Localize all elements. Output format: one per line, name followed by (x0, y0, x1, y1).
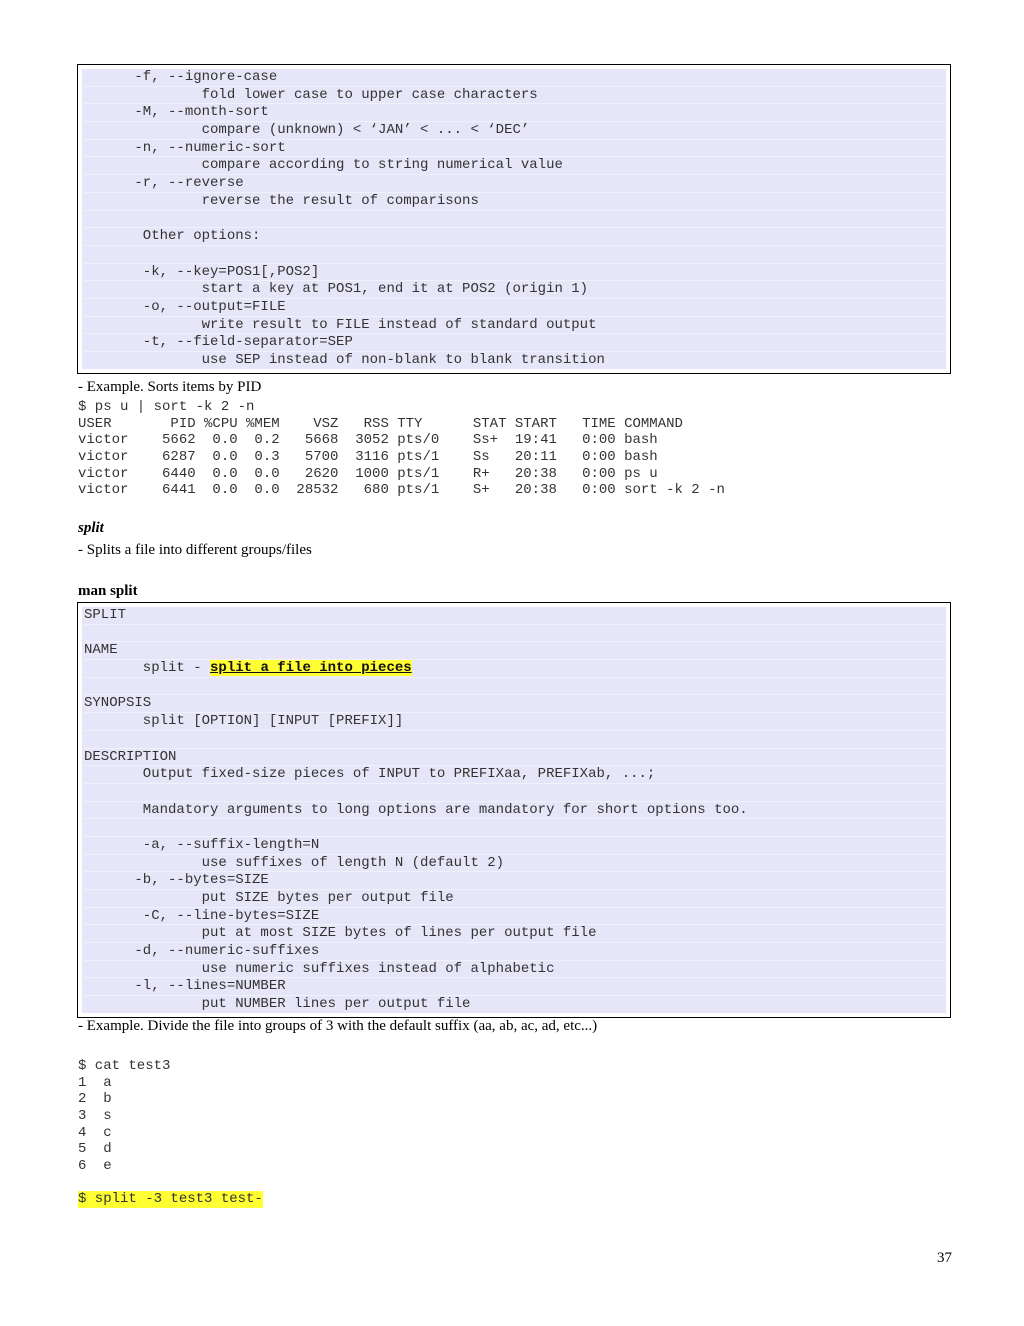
table-row: victor 6287 0.0 0.3 5700 3116 pts/1 Ss 20:11 0:00 bash (78, 449, 658, 466)
man-name-line (84, 660, 946, 678)
file-line: 3 s (78, 1108, 112, 1125)
sort-man-box (77, 64, 951, 374)
man-heading: man split (78, 583, 138, 599)
man-line (84, 731, 946, 749)
man-line: -o, --output=FILE (84, 299, 946, 317)
man-line: -k, --key=POS1[,POS2] (84, 264, 946, 282)
man-line (84, 625, 946, 643)
man-line: reverse the result of comparisons (84, 193, 946, 211)
man-line: -t, --field-separator=SEP (84, 334, 946, 352)
terminal-output (78, 399, 725, 499)
man-line: -a, --suffix-length=N (84, 837, 946, 855)
man-line: split [OPTION] [INPUT [PREFIX]] (84, 713, 946, 731)
command-line: $ ps u | sort -k 2 -n (78, 399, 255, 415)
example-caption: - Example. Divide the file into groups of 3 with the default suffix (aa, ab, ac, ad, etc...) (78, 1018, 598, 1034)
section-description: - Splits a file into different groups/files (78, 542, 312, 558)
man-line: compare according to string numerical value (84, 157, 946, 175)
split-man-content (82, 607, 946, 1013)
man-line: put SIZE bytes per output file (84, 890, 946, 908)
man-line: put NUMBER lines per output file (84, 996, 471, 1013)
man-line: use numeric suffixes instead of alphabetic (84, 961, 946, 979)
table-row: victor 5662 0.0 0.2 5668 3052 pts/0 Ss+ 19:41 0:00 bash (78, 432, 658, 449)
man-line (84, 246, 946, 264)
man-line: write result to FILE instead of standard output (84, 317, 946, 335)
highlighted-command-wrap (78, 1191, 263, 1208)
command-line: $ cat test3 (78, 1058, 171, 1074)
man-line: -b, --bytes=SIZE (84, 872, 946, 890)
man-line: -f, --ignore-case (84, 69, 946, 87)
example-caption: - Example. Sorts items by PID (78, 379, 262, 395)
file-line: 1 a (78, 1074, 112, 1091)
name-prefix: split - (84, 660, 211, 677)
file-line: 6 e (78, 1158, 112, 1175)
man-line: -r, --reverse (84, 175, 946, 193)
section-title: split (78, 520, 104, 536)
man-line: NAME (84, 642, 946, 660)
man-line: Mandatory arguments to long options are mandatory for short options too. (84, 802, 946, 820)
man-line (84, 211, 946, 229)
man-line: start a key at POS1, end it at POS2 (origin 1) (84, 281, 946, 299)
man-line: Other options: (84, 228, 946, 246)
man-line: -M, --month-sort (84, 104, 946, 122)
man-line (84, 784, 946, 802)
man-line: use SEP instead of non-blank to blank transition (84, 352, 605, 368)
sort-man-content (82, 69, 946, 369)
file-line: 5 d (78, 1141, 112, 1158)
highlighted-summary: split a file into pieces (210, 660, 412, 677)
file-line: 4 c (78, 1124, 112, 1141)
man-line: -l, --lines=NUMBER (84, 978, 946, 996)
man-line: Output fixed-size pieces of INPUT to PREFIXaa, PREFIXab, ...; (84, 766, 946, 784)
page-number: 37 (937, 1250, 952, 1266)
man-line: -C, --line-bytes=SIZE (84, 908, 946, 926)
table-row: victor 6440 0.0 0.0 2620 1000 pts/1 R+ 20:38 0:00 ps u (78, 465, 658, 482)
man-line: DESCRIPTION (84, 749, 946, 767)
table-header: USER PID %CPU %MEM VSZ RSS TTY STAT START TIME COMMAND (78, 415, 683, 432)
table-row: victor 6441 0.0 0.0 28532 680 pts/1 S+ 20:38 0:00 sort -k 2 -n (78, 482, 725, 499)
man-line: put at most SIZE bytes of lines per output file (84, 925, 946, 943)
man-line: SPLIT (84, 607, 946, 625)
man-line: compare (unknown) < ‘JAN’ < ... < ‘DEC’ (84, 122, 946, 140)
terminal-output (78, 1058, 170, 1175)
man-line: fold lower case to upper case characters (84, 87, 946, 105)
man-line (84, 819, 946, 837)
man-line: SYNOPSIS (84, 695, 946, 713)
man-line (84, 678, 946, 696)
highlighted-command: $ split -3 test3 test- (78, 1191, 263, 1207)
man-line: use suffixes of length N (default 2) (84, 855, 946, 873)
man-line: -d, --numeric-suffixes (84, 943, 946, 961)
man-line: -n, --numeric-sort (84, 140, 946, 158)
split-man-box (77, 602, 951, 1018)
file-line: 2 b (78, 1091, 112, 1108)
